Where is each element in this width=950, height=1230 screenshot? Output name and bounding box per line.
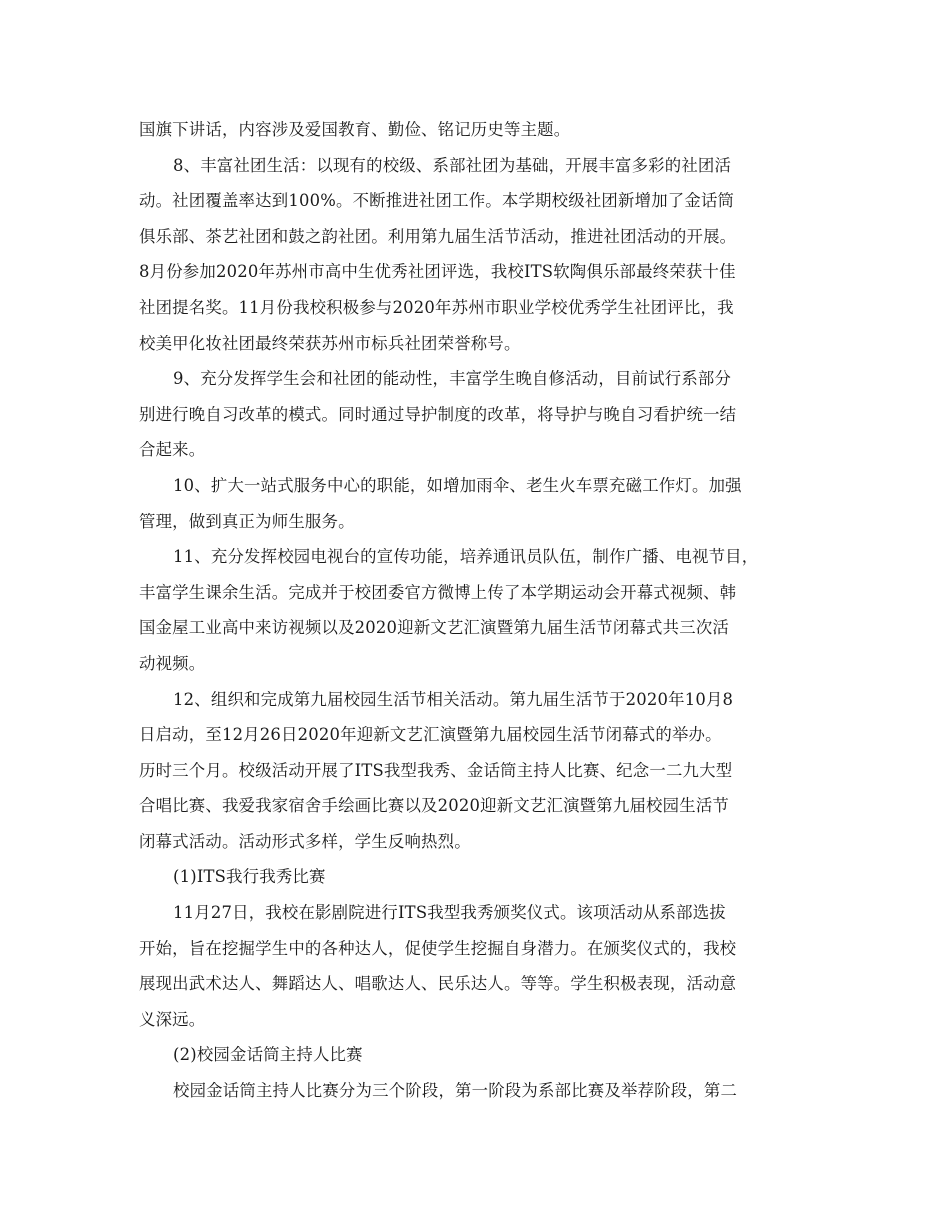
text-line: 校美甲化妆社团最终荣获苏州市标兵社团荣誉称号。 [139,333,521,353]
text-line: 闭幕式活动。活动形式多样，学生反响热烈。 [139,831,471,851]
text-line: 10、扩大一站式服务中心的职能，如增加雨伞、老生火车票充磁工作灯。加强 [173,475,742,495]
text-line: 合起来。 [139,440,206,460]
text-line: 动。社团覆盖率达到100%。不断推进社团工作。本学期校级社团新增加了金话筒 [139,191,735,211]
text-line: 义深远。 [139,1009,206,1029]
document-body [139,112,819,1109]
text-line: 日启动，至12月26日2020年迎新文艺汇演暨第九届校园生活节闭幕式的举办。 [139,725,722,745]
section-heading: (2)校园金话筒主持人比赛 [173,1045,363,1065]
text-line: 社团提名奖。11月份我校积极参与2020年苏州市职业学校优秀学生社团评比，我 [139,297,734,317]
text-line: 丰富学生课余生活。完成并于校团委官方微博上传了本学期运动会开幕式视频、韩 [139,582,737,602]
text-line: 别进行晚自习改革的模式。同时通过导护制度的改革，将导护与晚自习看护统一结 [139,404,737,424]
text-line: 12、组织和完成第九届校园生活节相关活动。第九届生活节于2020年10月8 [173,689,734,709]
text-line: 8月份参加2020年苏州市高中生优秀社团评选，我校ITS软陶俱乐部最终荣获十佳 [139,262,736,282]
text-line: 动视频。 [139,653,206,673]
text-line: 11月27日，我校在影剧院进行ITS我型我秀颁奖仪式。该项活动从系部选拔 [173,903,726,923]
text-line: 合唱比赛、我爱我家宿舍手绘画比赛以及2020迎新文艺汇演暨第九届校园生活节 [139,796,730,816]
text-line: 国金屋工业高中来访视频以及2020迎新文艺汇演暨第九届生活节闭幕式共三次活 [139,618,730,638]
text-line: 国旗下讲话，内容涉及爱国教育、勤俭、铭记历史等主题。 [139,120,571,139]
text-line: 开始，旨在挖掘学生中的各种达人，促使学生挖掘自身潜力。在颁奖仪式的，我校 [139,938,737,958]
text-line: 展现出武术达人、舞蹈达人、唱歌达人、民乐达人。等等。学生积极表现，活动意 [139,974,737,994]
text-line: 俱乐部、茶艺社团和鼓之韵社团。利用第九届生活节活动，推进社团活动的开展。 [139,226,737,246]
text-line: 校园金话筒主持人比赛分为三个阶段，第一阶段为系部比赛及举荐阶段，第二 [173,1081,738,1101]
section-heading: (1)ITS我行我秀比赛 [173,867,326,887]
text-line: 9、充分发挥学生会和社团的能动性，丰富学生晚自修活动，目前试行系部分 [173,369,732,389]
text-line: 管理，做到真正为师生服务。 [139,511,355,531]
text-line: 8、丰富社团生活：以现有的校级、系部社团为基础，开展丰富多彩的社团活 [173,155,732,175]
text-line: 历时三个月。校级活动开展了ITS我型我秀、金话筒主持人比赛、纪念一二九大型 [139,760,733,780]
text-line: 11、充分发挥校园电视台的宣传功能，培养通讯员队伍，制作广播、电视节目， [173,547,759,567]
